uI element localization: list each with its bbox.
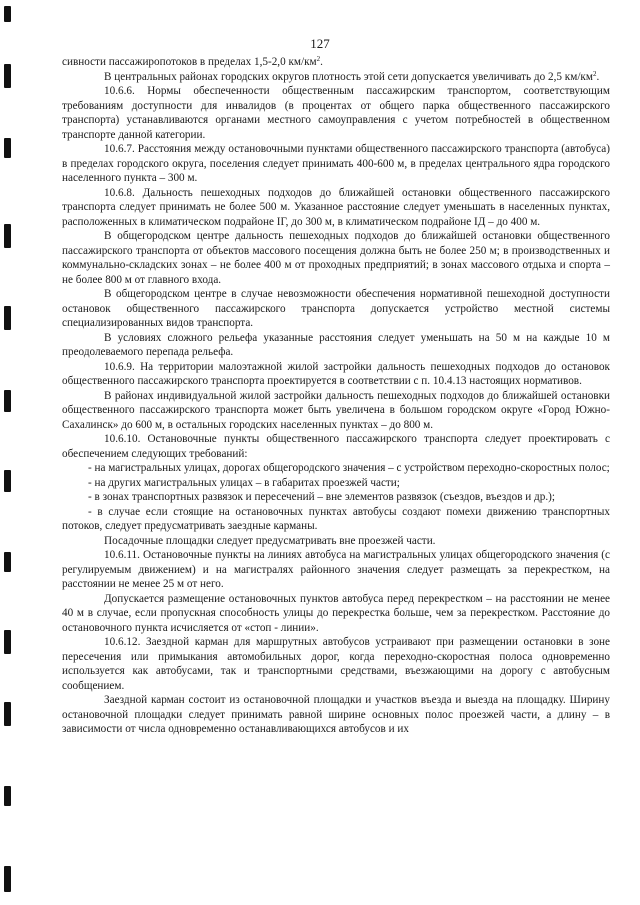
binding-mark	[4, 224, 11, 248]
paragraph	[62, 592, 610, 636]
binding-mark	[4, 138, 11, 158]
paragraph-text: 10.6.10. Остановочные пункты общественного пассажирского транспорта следует проектировать с обеспечением следующих требований:	[62, 433, 610, 460]
list-item	[62, 461, 610, 476]
paragraph	[62, 548, 610, 592]
paragraph-text: В общегородском центре дальность пешеходных подходов до ближайшей остановки общественного пассажирского транспорта от объектов массового посещения должна быть не более 250 м; в производственных и коммунально-складских зонах – не более 400 м от проходных предприятий; в зонах массового отдыха и спорта – не более 800 м от главного входа.	[62, 230, 610, 286]
paragraph	[62, 70, 610, 85]
paragraph	[62, 432, 610, 461]
binding-mark	[4, 390, 11, 412]
binding-edge-marks	[0, 0, 14, 905]
page-number: 127	[310, 36, 330, 51]
binding-mark	[4, 6, 11, 22]
paragraph-text: 10.6.11. Остановочные пункты на линиях автобуса на магистральных улицах общегородского значения (с регулируемым движением) и на магистралях районного значения следует размещать за перекрестком, на расстоянии не менее 25 м от него.	[62, 549, 610, 590]
paragraph-text: В центральных районах городских округов плотность этой сети допускается увеличивать до 2,5 км/км	[104, 70, 593, 83]
paragraph	[62, 84, 610, 142]
binding-mark	[4, 64, 11, 88]
paragraph	[62, 142, 610, 186]
list-item	[62, 505, 610, 534]
paragraph	[62, 693, 610, 737]
list-item	[62, 490, 610, 505]
paragraph	[62, 635, 610, 693]
paragraph-text: 10.6.12. Заездной карман для маршрутных автобусов устраивают при размещении остановки в зоне пересечения или примыкания автомобильных дорог, когда переходно-скоростная полоса одновременно используется как автобусами, так и транспортными средствами, въезжающими на дорогу с автобусным сообщением.	[62, 636, 610, 692]
paragraph-text: Посадочные площадки следует предусматривать вне проезжей части.	[104, 534, 436, 547]
paragraph-text: 10.6.8. Дальность пешеходных подходов до ближайшей остановки общественного пассажирского транспорта следует принимать не более 500 м. Указанное расстояние следует уменьшать в населенных пунктах, расположенных в климатическом подрайоне IГ, до 300 м, в климатическом подрайоне IД – до 400 м.	[62, 186, 610, 228]
paragraph-text: - на других магистральных улицах – в габаритах проезжей части;	[88, 476, 400, 489]
paragraph-text: - в зонах транспортных развязок и пересечений – вне элементов развязок (съездов, въездов и др.);	[88, 491, 555, 503]
trailing-punctuation: .	[320, 56, 323, 68]
binding-mark	[4, 306, 11, 330]
binding-mark	[4, 866, 11, 892]
list-item	[62, 476, 610, 491]
paragraph-text: Допускается размещение остановочных пунктов автобуса перед перекрестком – на расстоянии не менее 40 м в случае, если пропускная способность улицы до перекрестка больше, чем за перекрестком. Расстояние до остановочного пункта исчисляется от «стоп - линии».	[62, 592, 610, 634]
document-text	[62, 55, 610, 737]
binding-mark	[4, 702, 11, 726]
superscript: 2	[316, 55, 321, 63]
superscript: 2	[592, 69, 597, 78]
binding-mark	[4, 630, 11, 654]
binding-mark	[4, 470, 11, 492]
paragraph	[62, 360, 610, 389]
paragraph-text: 10.6.7. Расстояния между остановочными пунктами общественного пассажирского транспорта (автобуса) в пределах городского округа, поселения следует принимать 400-600 м, в пределах центрального ядра городского населенного пункта – 300 м.	[62, 143, 610, 184]
paragraph-text: В условиях сложного рельефа указанные расстояния следует уменьшать на 50 м на каждые 10 м преодолеваемого перепада рельефа.	[62, 331, 610, 358]
paragraph-text: 10.6.9. На территории малоэтажной жилой застройки дальность пешеходных подходов до остановок общественного пассажирского транспорта проектируется в соответствии с п. 10.4.13 настоящих нормативов.	[62, 360, 610, 387]
paragraph	[62, 186, 610, 230]
paragraph	[62, 389, 610, 433]
paragraph-text: - на магистральных улицах, дорогах общегородского значения – с устройством переходно-скоростных полос;	[88, 462, 610, 474]
paragraph-text: 10.6.6. Нормы обеспеченности общественным пассажирским транспортом, соответствующим требованиям доступности для инвалидов (в процентах от общего парка общественного пассажирского транспорта) устанавливаются органами местного самоуправления с учетом потребностей в общественном транспорте данной категории.	[62, 85, 610, 141]
paragraph-text: Заездной карман состоит из остановочной площадки и участков въезда и выезда на площадку. Ширину остановочной площадки следует принимать равной ширине основных полос проезжей части, а длину – в зависимости от числа одновременно останавливающихся автобусов и их	[62, 694, 610, 735]
paragraph-text: В районах индивидуальной жилой застройки дальность пешеходных подходов до ближайшей остановки общественного пассажирского транспорта может быть увеличена в большом городском округе «Город Южно-Сахалинск» до 600 м, в остальных городских населенных пунктах – до 800 м.	[62, 389, 610, 431]
paragraph-text: В общегородском центре в случае невозможности обеспечения нормативной пешеходной доступности остановок общественного пассажирского транспорта допускается устройство местной системы специализированных видов транспорта.	[62, 288, 610, 329]
paragraph	[62, 55, 610, 70]
paragraph-text: сивности пассажиропотоков в пределах 1,5-2,0 км/км	[62, 56, 317, 68]
trailing-punctuation: .	[596, 70, 600, 83]
paragraph	[62, 534, 610, 549]
paragraph	[62, 287, 610, 331]
paragraph	[62, 229, 610, 287]
paragraph-text: - в случае если стоящие на остановочных пунктах автобусы создают помехи движению транспортных потоков, следует предусматривать заездные карманы.	[62, 505, 610, 532]
paragraph	[62, 331, 610, 360]
binding-mark	[4, 552, 11, 572]
binding-mark	[4, 786, 11, 806]
